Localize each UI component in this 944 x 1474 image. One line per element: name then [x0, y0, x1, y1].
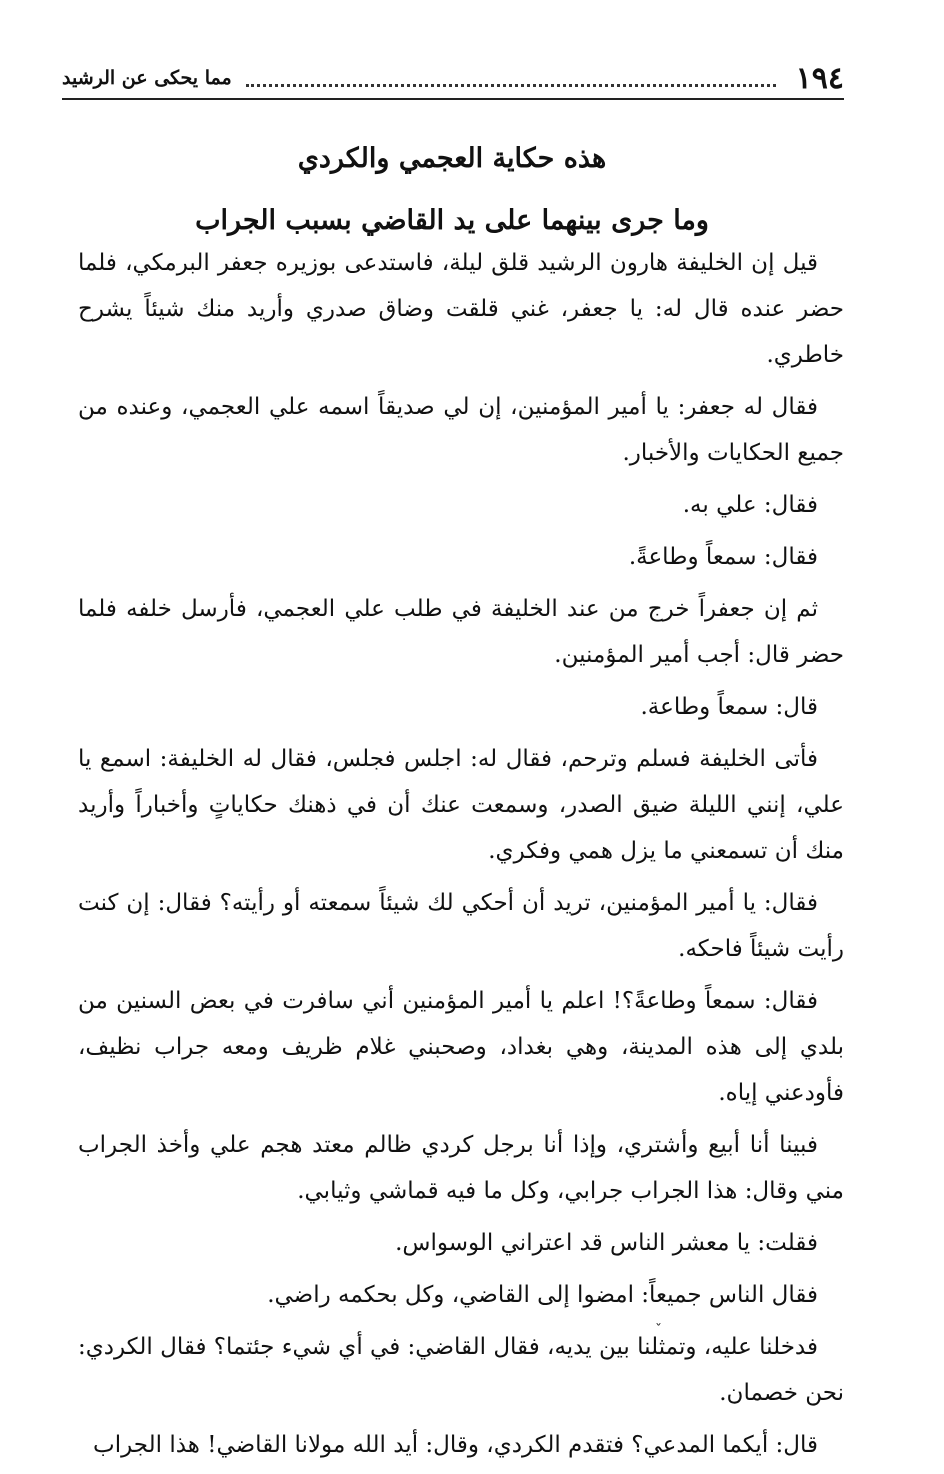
paragraph: قال: سمعاً وطاعة.	[640, 694, 818, 720]
running-title: مما يحكى عن الرشيد	[62, 67, 232, 89]
page-number: ١٩٤	[795, 60, 844, 96]
body-text	[78, 240, 844, 1474]
paragraph: فأتى الخليفة فسلم وترحم، فقال له: اجلس فجلس، فقال له الخليفة: اسمع يا علي، إنني الليلة ضيق الصدر، وسمعت عنك أن في ذهنك حكاياتٍ وأخباراً وأريد منك أن تسمعني ما يزل همي وفكري.	[78, 746, 844, 864]
paragraph: فقلت: يا معشر الناس قد اعتراني الوسواس.	[395, 1230, 818, 1256]
paragraph: فقال: سمعاً وطاعةً.	[628, 544, 818, 570]
header-dotted-leader	[246, 70, 776, 87]
story-title-line-1: هذه حكاية العجمي والكردي	[297, 143, 607, 174]
paragraph: قال: أيكما المدعي؟ فتقدم الكردي، وقال: أيد الله مولانا القاضي! هذا الجراب	[93, 1432, 818, 1458]
story-title-line-2: وما جرى بينهما على يد القاضي بسبب الجراب	[195, 205, 709, 236]
story-title-block	[60, 128, 844, 252]
paragraph: فدخلنا عليه، وتمثلنا بين يديه، فقال القاضي: في أي شيء جئتما؟ فقال الكردي: نحن خصمان.	[78, 1334, 844, 1406]
paragraph: ثم إن جعفراً خرج من عند الخليفة في طلب علي العجمي، فأرسل خلفه فلما حضر قال: أجب أمير المؤمنين.	[78, 596, 844, 668]
paragraph: قيل إن الخليفة هارون الرشيد قلق ليلة، فاستدعى بوزيره جعفر البرمكي، فلما حضر عنده قال له: يا جعفر، غني قلقت وضاق صدري وأريد منك شيئاً يشرح خاطري.	[78, 250, 844, 368]
paragraph: فبينا أنا أبيع وأشتري، وإذا أنا برجل كردي ظالم معتد هجم علي وأخذ الجراب مني وقال: هذا الجراب جرابي، وكل ما فيه قماشي وثيابي.	[78, 1132, 844, 1204]
paragraph: فقال: سمعاً وطاعةً؟! اعلم يا أمير المؤمنين أني سافرت في بعض السنين من بلدي إلى هذه المدينة، وهي بغداد، وصحبني غلام ظريف ومعه جراب نظيف، فأودعني إياه.	[78, 988, 844, 1106]
catchword-mark: ˇ	[655, 1322, 662, 1338]
paragraph: فقال: يا أمير المؤمنين، تريد أن أحكي لك شيئاً سمعته أو رأيته؟ فقال: إن كنت رأيت شيئاً فاحكه.	[78, 890, 844, 962]
paragraph: فقال الناس جميعاً: امضوا إلى القاضي، وكل بحكمه راضي.	[267, 1282, 818, 1308]
page-header	[62, 58, 844, 100]
paragraph: فقال له جعفر: يا أمير المؤمنين، إن لي صديقاً اسمه علي العجمي، وعنده من جميع الحكايات والأخبار.	[78, 394, 844, 466]
paragraph: فقال: علي به.	[682, 492, 818, 518]
